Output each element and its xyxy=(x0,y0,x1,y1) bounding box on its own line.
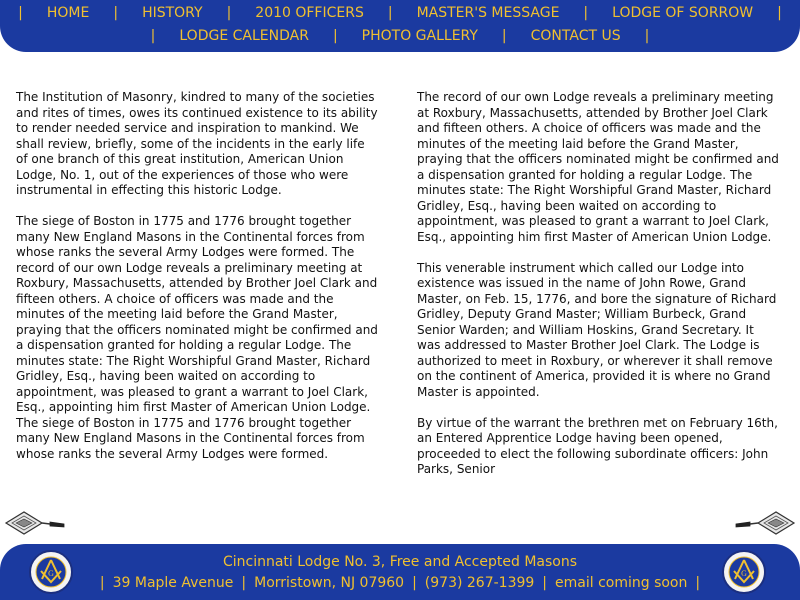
nav-separator: | xyxy=(644,28,650,44)
nav-home[interactable]: HOME xyxy=(46,5,90,21)
paragraph: This venerable instrument which called our Lodge into existence was issued in the name of John Rowe, Grand Master, on Feb. 15, 1776, and bore the signature of Richard Gridley, Deputy Grand Master; William Burbeck, Grand Senior Warden; and William Hoskins, Grand Secretary. It was addressed to Master Brother Joel Clark. The Lodge is authorized to meet in Roxbury, or wherever it shall remove on the continent of America, provided it is where no Grand Master is appointed. xyxy=(417,260,777,399)
footer-address: 39 Maple Avenue xyxy=(112,575,234,591)
footer-separator: | xyxy=(695,575,701,591)
footer-separator: | xyxy=(241,575,247,591)
svg-text:G: G xyxy=(48,569,54,578)
footer-separator: | xyxy=(542,575,548,591)
nav-separator: | xyxy=(113,5,119,21)
nav-separator: | xyxy=(583,5,589,21)
nav-separator: | xyxy=(332,28,338,44)
trowel-icon xyxy=(734,509,796,537)
nav-history[interactable]: HISTORY xyxy=(142,5,203,21)
content-left-column xyxy=(16,90,378,478)
footer-email: email coming soon xyxy=(555,575,688,591)
footer-separator: | xyxy=(99,575,105,591)
nav-contact-us[interactable]: CONTACT US xyxy=(530,28,621,44)
nav-masters-message[interactable]: MASTER'S MESSAGE xyxy=(416,5,560,21)
nav-separator: | xyxy=(777,5,782,21)
footer-contact-line xyxy=(0,575,800,591)
nav-separator: | xyxy=(226,5,232,21)
nav-row-1 xyxy=(0,5,800,21)
paragraph: The Institution of Masonry, kindred to many of the societies and rites of times, owes its continued existence to its ability to render needed service and inspiration to mankind. We shall review, briefly, some of the incidents in the early life of one branch of this great institution, American Union Lodge, No. 1, out of the experiences of those who were instrumental in effecting this historic Lodge. xyxy=(16,90,378,197)
nav-separator: | xyxy=(150,28,156,44)
paragraph: The record of our own Lodge reveals a preliminary meeting at Roxbury, Massachusetts, attended by Brother Joel Clark and fifteen others. A choice of officers was made and the minutes of the meeting laid before the Grand Master, praying that the officers nominated might be confirmed and a dispensation granted for holding a regular Lodge. The minutes state: The Right Worshipful Grand Master, Richard Gridley, Esq., having been waited on according to appointment, was pleased to grant a warrant to Joel Clark, Esq., appointing him first Master of American Union Lodge. xyxy=(417,90,779,244)
footer-city: Morristown, NJ 07960 xyxy=(254,575,405,591)
nav-lodge-of-sorrow[interactable]: LODGE OF SORROW xyxy=(612,5,754,21)
paragraph: By virtue of the warrant the brethren met on February 16th, an Entered Apprentice Lodge having been opened, proceeded to elect the following subordinate officers: John Parks, Senior xyxy=(417,415,778,476)
paragraph: The siege of Boston in 1775 and 1776 brought together many New England Masons in the Continental forces from whose ranks the several Army Lodges were formed. The record of our own Lodge reveals a preliminary meeting at Roxbury, Massachusetts, attended by Brother Joel Clark and fifteen others. A choice of officers was made and the minutes of the meeting laid before the Grand Master, praying that the officers nominated might be confirmed and a dispensation granted for holding a regular Lodge. The minutes state: The Right Worshipful Grand Master, Richard Gridley, Esq., having been waited on according to appointment, was pleased to grant a warrant to Joel Clark, Esq., appointing him first Master of American Union Lodge. The siege of Boston in 1775 and 1776 brought together many New England Masons in the Continental forces from whose ranks the several Army Lodges were formed. xyxy=(16,214,378,461)
nav-photo-gallery[interactable]: PHOTO GALLERY xyxy=(361,28,478,44)
top-navigation xyxy=(0,0,800,52)
lodge-name: Cincinnati Lodge No. 3, Free and Accepted Masons xyxy=(222,554,578,570)
square-compass-seal-icon xyxy=(28,549,74,595)
footer-separator: | xyxy=(412,575,417,591)
square-compass-seal-icon xyxy=(721,549,767,595)
svg-text:G: G xyxy=(741,569,747,578)
footer xyxy=(0,544,800,600)
footer-phone: (973) 267-1399 xyxy=(424,575,535,591)
nav-lodge-calendar[interactable]: LODGE CALENDAR xyxy=(179,28,309,44)
nav-separator: | xyxy=(18,5,23,21)
nav-row-2 xyxy=(0,28,800,44)
content-right-column xyxy=(417,90,779,493)
nav-2010-officers[interactable]: 2010 OFFICERS xyxy=(255,5,364,21)
nav-separator: | xyxy=(387,5,393,21)
nav-separator: | xyxy=(501,28,507,44)
trowel-icon xyxy=(4,509,66,537)
